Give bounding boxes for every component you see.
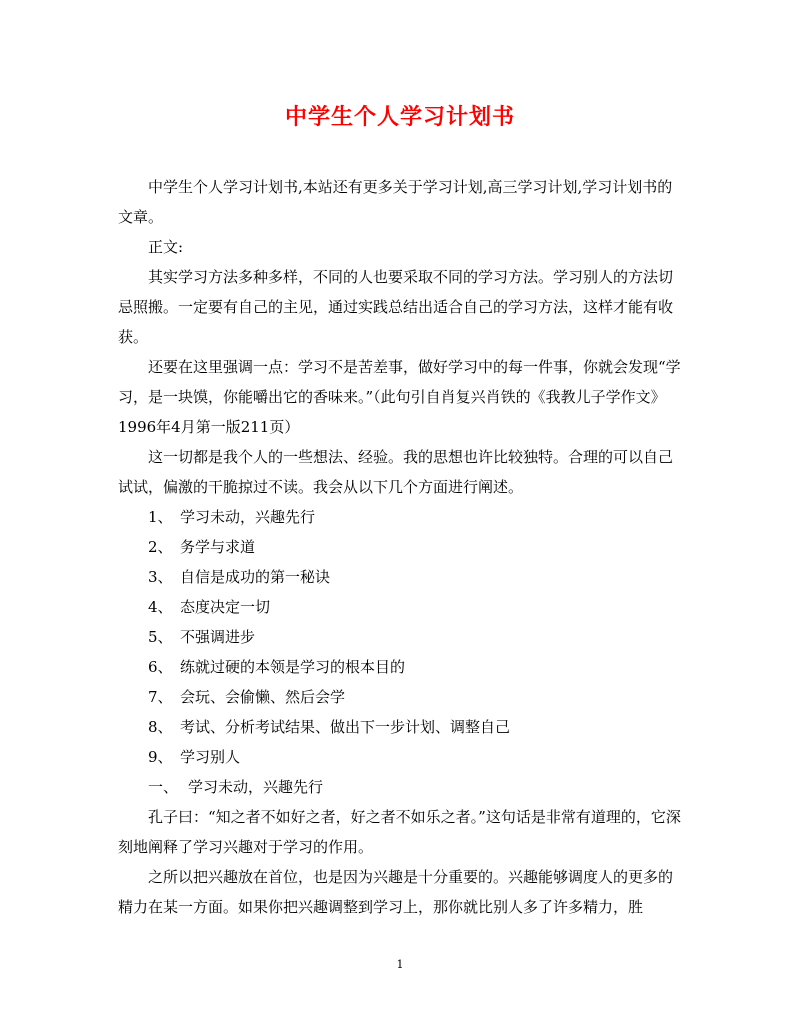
list-item-text: 练就过硬的本领是学习的根本目的 — [180, 658, 406, 676]
document-title: 中学生个人学习计划书 — [284, 104, 515, 130]
list-item — [118, 502, 684, 532]
list-item-text: 自信是成功的第一秘诀 — [180, 568, 331, 586]
list-item-text: 态度决定一切 — [180, 598, 271, 616]
list-item-number: 5、 — [148, 628, 173, 646]
list-item-text: 学习未动，兴趣先行 — [180, 508, 316, 526]
list-item-number: 6、 — [148, 658, 173, 676]
list-item — [118, 652, 684, 682]
intro-paragraph: 中学生个人学习计划书,本站还有更多关于学习计划,高三学习计划,学习计划书的文章。 — [118, 178, 673, 226]
section-number: 一、 — [148, 778, 179, 796]
list-item — [118, 742, 684, 772]
closing-paragraph-2: 之所以把兴趣放在首位，也是因为兴趣是十分重要的。兴趣能够调度人的更多的精力在某一方面。如果你把兴趣调整到学习上，那你就比别人多了许多精力，胜 — [118, 868, 674, 916]
list-item-text: 会玩、会偷懒、然后会学 — [180, 688, 346, 706]
list-item-text: 考试、分析考试结果、做出下一步计划、调整自己 — [180, 718, 511, 736]
list-item — [118, 532, 684, 562]
section-heading-one — [118, 772, 684, 802]
page-number: 1 — [396, 958, 404, 971]
list-item — [118, 682, 684, 712]
body-label: 正文: — [148, 238, 184, 256]
list-item-number: 8、 — [148, 718, 173, 736]
list-item — [118, 592, 684, 622]
paragraph-3: 这一切都是我个人的一些想法、经验。我的思想也许比较独特。合理的可以自己试试，偏激的干脆掠过不读。我会从以下几个方面进行阐述。 — [118, 448, 674, 496]
list-item-text: 学习别人 — [180, 748, 241, 766]
list-item — [118, 562, 684, 592]
list-item-number: 1、 — [148, 508, 173, 526]
document-body — [118, 172, 684, 922]
paragraph-1: 其实学习方法多种多样，不同的人也要采取不同的学习方法。学习别人的方法切忌照搬。一定要有自己的主见，通过实践总结出适合自己的学习方法，这样才能有收获。 — [118, 268, 674, 346]
closing-paragraph-1: 孔子曰：“知之者不如好之者，好之者不如乐之者。”这句话是非常有道理的，它深刻地阐释了学习兴趣对于学习的作用。 — [118, 808, 681, 856]
list-item-text: 不强调进步 — [180, 628, 256, 646]
list-item-number: 9、 — [148, 748, 173, 766]
list-item — [118, 712, 684, 742]
paragraph-2: 还要在这里强调一点：学习不是苦差事，做好学习中的每一件事，你就会发现“学习，是一块馍，你能嚼出它的香味来。”（此句引自肖复兴肖铁的《我教儿子学作文》1996年4月第一版211页） — [118, 358, 681, 436]
list-item-number: 7、 — [148, 688, 173, 706]
list-item-number: 3、 — [148, 568, 173, 586]
section-heading-text: 学习未动，兴趣先行 — [188, 778, 324, 796]
list-item-number: 2、 — [148, 538, 173, 556]
list-item-text: 务学与求道 — [180, 538, 256, 556]
list-item — [118, 622, 684, 652]
list-item-number: 4、 — [148, 598, 173, 616]
